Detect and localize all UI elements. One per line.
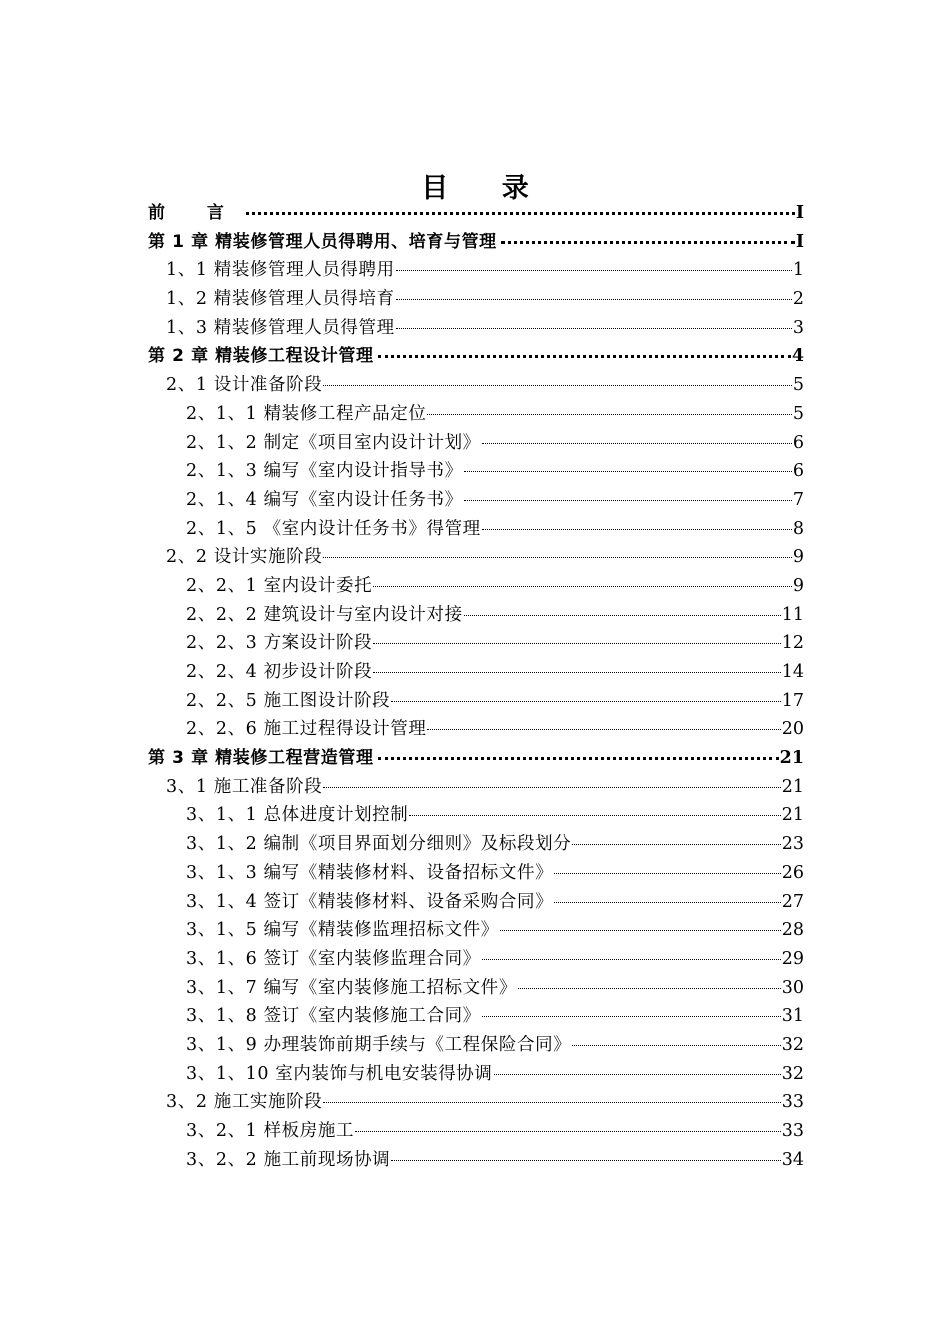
dot-leader	[396, 299, 792, 300]
dot-leader	[554, 873, 781, 874]
toc-page-number: 1	[792, 260, 804, 281]
toc-page-number: 5	[792, 375, 804, 396]
dot-leader	[373, 643, 781, 644]
toc-subsection-entry[interactable]	[148, 687, 804, 716]
toc-page-number: 9	[792, 547, 804, 568]
toc-subsection-entry[interactable]	[148, 1146, 804, 1175]
dot-leader	[572, 1045, 780, 1046]
toc-subsection-entry[interactable]	[148, 888, 804, 917]
toc-subsection-entry[interactable]	[148, 429, 804, 458]
toc-page-number: 12	[781, 633, 804, 654]
dot-leader	[572, 844, 780, 845]
toc-subsection-entry[interactable]	[148, 1117, 804, 1146]
toc-subsection-entry[interactable]	[148, 715, 804, 744]
dot-leader	[482, 443, 792, 444]
dot-leader	[378, 757, 779, 760]
toc-page-number: 30	[781, 977, 804, 998]
toc-entry-label: 2、1、2 制定《项目室内设计计划》	[186, 432, 481, 453]
toc-subsection-entry[interactable]	[148, 400, 804, 429]
toc-subsection-entry[interactable]	[148, 629, 804, 658]
dot-leader	[482, 959, 781, 960]
toc-subsection-entry[interactable]	[148, 486, 804, 515]
toc-subsection-entry[interactable]	[148, 601, 804, 630]
toc-entry-label: 3、2、1 样板房施工	[186, 1121, 355, 1141]
toc-page-number: 2	[792, 289, 804, 310]
toc-entry-label: 2、1、5 《室内设计任务书》得管理	[186, 518, 481, 539]
toc-entry-label: 1、3 精装修管理人员得管理	[166, 317, 395, 338]
toc-title: 目 录	[421, 173, 551, 204]
toc-section-entry[interactable]	[148, 543, 804, 572]
toc-entry-label: 3、1、6 签订《室内装修监理合同》	[186, 948, 481, 969]
toc-entry-label: 3、1、5 编写《精装修监理招标文件》	[186, 920, 499, 941]
toc-subsection-entry[interactable]	[148, 572, 804, 601]
toc-entry-label: 1、1 精装修管理人员得聘用	[166, 260, 395, 281]
toc-subsection-entry[interactable]	[148, 945, 804, 974]
toc-entry-label: 3、1、4 签订《精装修材料、设备采购合同》	[186, 891, 554, 912]
toc-section-entry[interactable]	[148, 773, 804, 802]
toc-entry-label: 3、1、10 室内装饰与机电安装得协调	[186, 1063, 493, 1084]
dot-leader	[391, 1160, 780, 1161]
toc-subsection-entry[interactable]	[148, 457, 804, 486]
toc-page-number: 21	[781, 776, 804, 797]
toc-page-number: I	[795, 203, 804, 223]
toc-entry-label: 1、2 精装修管理人员得培育	[166, 289, 395, 310]
toc-entry-label: 2、2 设计实施阶段	[166, 547, 323, 568]
toc-page-number: 11	[781, 604, 804, 625]
dot-leader	[396, 328, 792, 329]
toc-page-number: I	[795, 231, 804, 252]
toc-chapter-entry[interactable]	[148, 744, 804, 773]
dot-leader	[427, 729, 780, 730]
toc-page-number: 26	[781, 862, 804, 883]
toc-page-number: 5	[792, 403, 804, 424]
toc-page-number: 27	[781, 891, 804, 912]
toc-entry-label: 2、1 设计准备阶段	[166, 375, 323, 396]
dot-leader	[482, 529, 792, 530]
dot-leader	[396, 270, 792, 271]
toc-entry-label: 第 3 章 精装修工程营造管理	[148, 748, 374, 769]
toc-subsection-entry[interactable]	[148, 974, 804, 1003]
dot-leader	[391, 701, 780, 702]
toc-subsection-entry[interactable]	[148, 801, 804, 830]
toc-page-number: 33	[781, 1121, 804, 1141]
toc-entry-label: 3、1、8 签订《室内装修施工合同》	[186, 1006, 481, 1027]
dot-leader	[494, 1074, 781, 1075]
toc-page-number: 23	[781, 834, 804, 855]
toc-entry-label: 3、1、3 编写《精装修材料、设备招标文件》	[186, 862, 554, 883]
toc-subsection-entry[interactable]	[148, 515, 804, 544]
toc-entry-label: 3、1 施工准备阶段	[166, 776, 323, 797]
toc-entry-label: 2、1、1 精装修工程产品定位	[186, 403, 427, 424]
toc-page-number: 8	[792, 518, 804, 539]
dot-leader	[409, 815, 780, 816]
toc-entry-label: 2、2、4 初步设计阶段	[186, 662, 373, 682]
toc-entry-label: 2、2、3 方案设计阶段	[186, 633, 373, 654]
dot-leader	[501, 241, 795, 244]
dot-leader	[355, 1131, 781, 1132]
toc-page-number: 34	[781, 1149, 804, 1170]
table-of-contents	[148, 199, 804, 1174]
toc-entry-label: 3、1、7 编写《室内装修施工招标文件》	[186, 977, 517, 998]
toc-section-entry[interactable]	[148, 285, 804, 314]
toc-page-number: 3	[792, 317, 804, 338]
toc-page-number: 32	[781, 1034, 804, 1055]
toc-page-number: 4	[791, 346, 804, 367]
toc-page-number: 28	[781, 920, 804, 941]
toc-section-entry[interactable]	[148, 314, 804, 343]
toc-page-number: 17	[781, 690, 804, 711]
dot-leader	[464, 500, 792, 501]
toc-page-number: 9	[792, 575, 804, 596]
toc-entry-label: 3、2、2 施工前现场协调	[186, 1149, 391, 1170]
toc-entry-label: 2、2、6 施工过程得设计管理	[186, 719, 427, 740]
dot-leader	[323, 1102, 780, 1103]
dot-leader	[500, 930, 781, 931]
toc-entry-label: 3、1、9 办理装饰前期手续与《工程保险合同》	[186, 1034, 572, 1055]
toc-section-entry[interactable]	[148, 1088, 804, 1117]
toc-entry-label: 3、2 施工实施阶段	[166, 1092, 323, 1113]
dot-leader	[482, 1016, 781, 1017]
dot-leader	[554, 902, 781, 903]
dot-leader	[427, 414, 791, 415]
dot-leader	[323, 385, 792, 386]
toc-page-number: 7	[792, 489, 804, 510]
toc-subsection-entry[interactable]	[148, 859, 804, 888]
toc-page-number: 33	[781, 1092, 804, 1113]
toc-entry-label: 3、1、1 总体进度计划控制	[186, 805, 409, 826]
dot-leader	[464, 615, 781, 616]
toc-page-number: 14	[781, 662, 804, 682]
toc-entry-label: 前 言	[148, 203, 242, 223]
toc-section-entry[interactable]	[148, 256, 804, 285]
toc-page-number: 21	[781, 805, 804, 826]
toc-subsection-entry[interactable]	[148, 1060, 804, 1089]
toc-entry-label: 2、2、5 施工图设计阶段	[186, 690, 391, 711]
dot-leader	[373, 672, 781, 673]
toc-chapter-entry[interactable]	[148, 342, 804, 371]
toc-chapter-entry[interactable]	[148, 199, 804, 228]
toc-page-number: 29	[781, 948, 804, 969]
toc-chapter-entry[interactable]	[148, 228, 804, 257]
toc-subsection-entry[interactable]	[148, 658, 804, 687]
toc-entry-label: 3、1、2 编制《项目界面划分细则》及标段划分	[186, 834, 572, 855]
toc-entry-label: 2、2、2 建筑设计与室内设计对接	[186, 604, 463, 625]
toc-entry-label: 2、1、3 编写《室内设计指导书》	[186, 461, 463, 482]
toc-page-number: 20	[781, 719, 804, 740]
dot-leader	[323, 787, 780, 788]
toc-entry-label: 第 2 章 精装修工程设计管理	[148, 346, 374, 367]
dot-leader	[323, 557, 792, 558]
toc-page-number: 32	[781, 1063, 804, 1084]
toc-subsection-entry[interactable]	[148, 1002, 804, 1031]
toc-entry-label: 第 1 章 精装修管理人员得聘用、培育与管理	[148, 231, 497, 252]
toc-subsection-entry[interactable]	[148, 916, 804, 945]
toc-entry-label: 2、2、1 室内设计委托	[186, 575, 373, 596]
dot-leader	[518, 988, 781, 989]
toc-subsection-entry[interactable]	[148, 1031, 804, 1060]
toc-page-number: 31	[781, 1006, 804, 1027]
toc-entry-label: 2、1、4 编写《室内设计任务书》	[186, 489, 463, 510]
dot-leader	[246, 212, 795, 215]
dot-leader	[464, 471, 792, 472]
toc-section-entry[interactable]	[148, 371, 804, 400]
toc-page-number: 6	[792, 461, 804, 482]
dot-leader	[378, 355, 791, 358]
toc-page-number: 6	[792, 432, 804, 453]
toc-subsection-entry[interactable]	[148, 830, 804, 859]
toc-page-number: 21	[779, 748, 804, 769]
dot-leader	[373, 586, 792, 587]
